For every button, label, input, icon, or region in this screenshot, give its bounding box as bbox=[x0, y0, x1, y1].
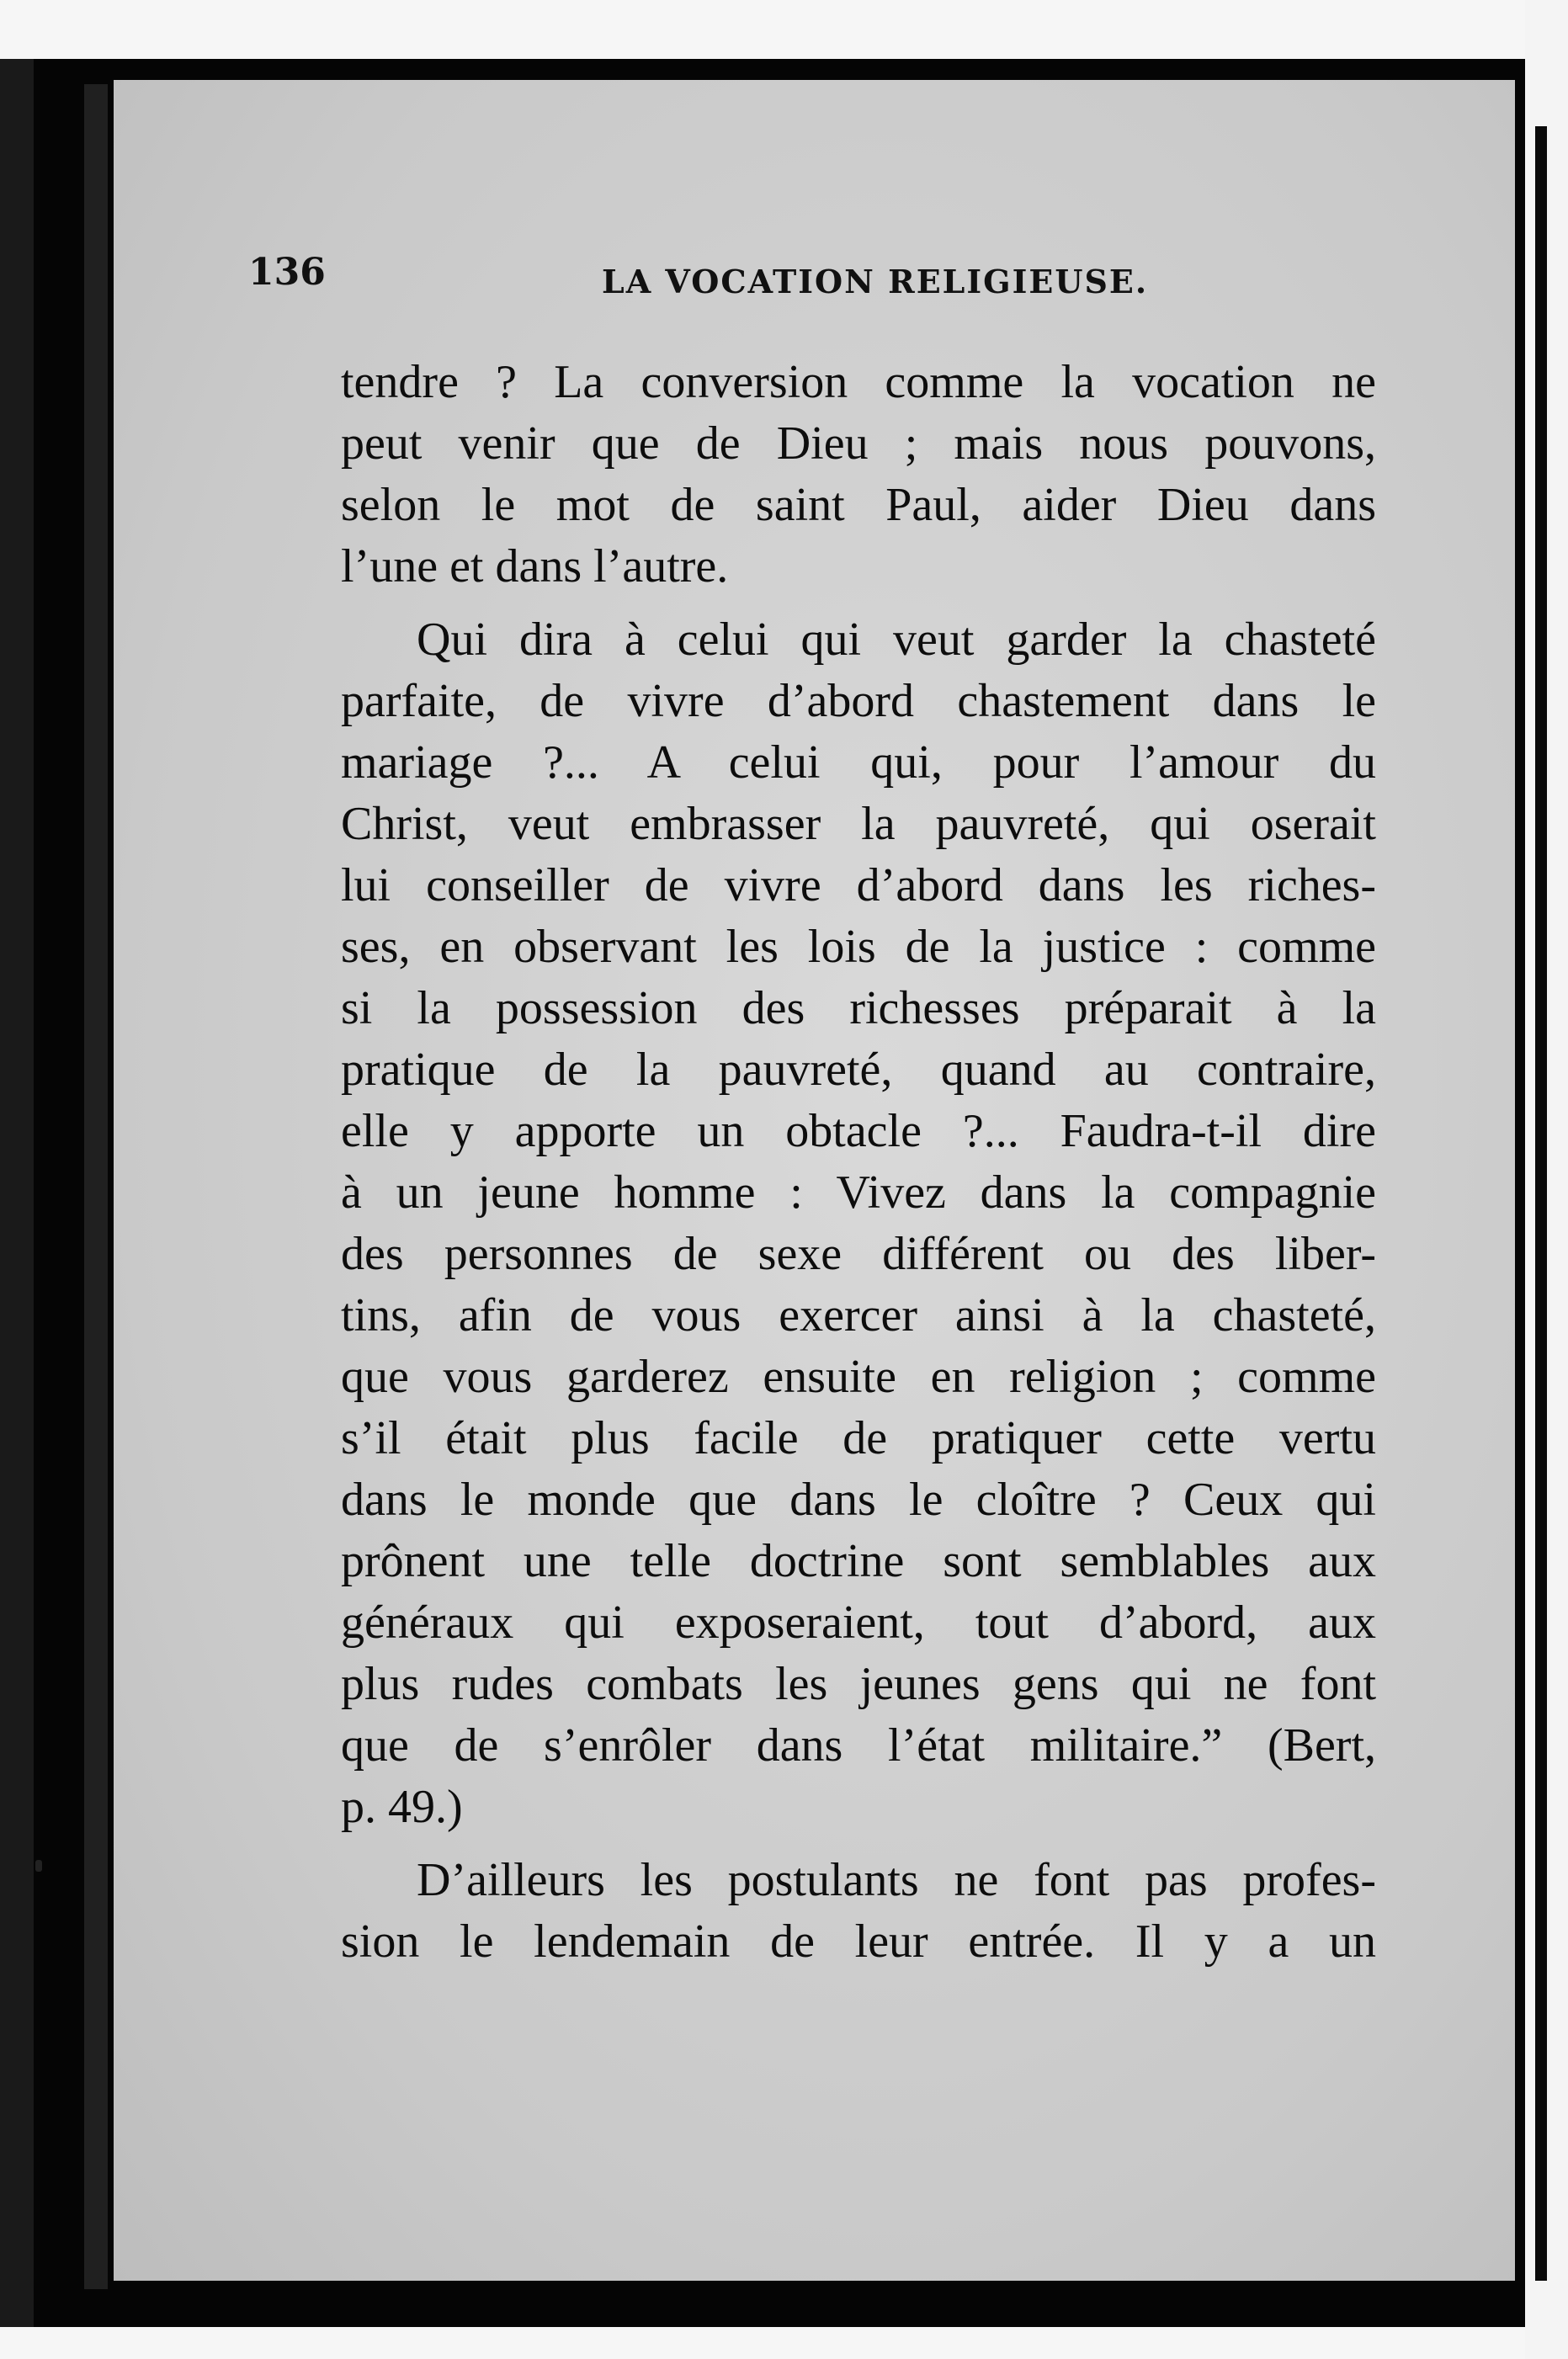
text-line: elle y apporte un obtacle ?... Faudra-t-il dire bbox=[341, 1105, 1376, 1157]
text-line: s’il était plus facile de pratiquer cette vertu bbox=[341, 1412, 1376, 1464]
scan-bottom-margin bbox=[0, 2327, 1568, 2359]
text-line: l’une et dans l’autre. bbox=[341, 540, 729, 592]
text-line: que de s’enrôler dans l’état militaire.” (Bert, bbox=[341, 1719, 1376, 1772]
text-line: D’ailleurs les postulants ne font pas profes- bbox=[417, 1854, 1376, 1906]
paragraph-gap bbox=[341, 1838, 1376, 1850]
page-number: 136 bbox=[248, 251, 326, 294]
text-line: peut venir que de Dieu ; mais nous pouvons, bbox=[341, 417, 1376, 470]
text-line: pratique de la pauvreté, quand au contraire, bbox=[341, 1044, 1376, 1096]
text-line: Christ, veut embrasser la pauvreté, qui oserait bbox=[341, 798, 1376, 850]
text-line: lui conseiller de vivre d’abord dans les riches- bbox=[341, 859, 1376, 911]
text-line: tins, afin de vous exercer ainsi à la chasteté, bbox=[341, 1289, 1376, 1342]
text-line: Qui dira à celui qui veut garder la chasteté bbox=[417, 614, 1376, 666]
text-line: p. 49.) bbox=[341, 1781, 463, 1833]
text-line: sion le lendemain de leur entrée. Il y a un bbox=[341, 1915, 1376, 1968]
book-gutter bbox=[84, 84, 108, 2289]
paragraph bbox=[341, 609, 1376, 1838]
text-line: ses, en observant les lois de la justice : comme bbox=[341, 921, 1376, 973]
text-line: selon le mot de saint Paul, aider Dieu dans bbox=[341, 479, 1376, 531]
text-line: prônent une telle doctrine sont semblables aux bbox=[341, 1535, 1376, 1587]
scan-speck bbox=[35, 1860, 42, 1872]
text-line: des personnes de sexe différent ou des liber- bbox=[341, 1228, 1376, 1280]
running-head bbox=[248, 251, 1174, 318]
paragraph-gap bbox=[341, 598, 1376, 609]
text-line: généraux qui exposeraient, tout d’abord, aux bbox=[341, 1597, 1376, 1649]
scan-top-margin bbox=[0, 0, 1568, 59]
text-line: tendre ? La conversion comme la vocation ne bbox=[341, 356, 1376, 408]
paragraph bbox=[341, 352, 1376, 598]
text-line: mariage ?... A celui qui, pour l’amour du bbox=[341, 736, 1376, 789]
book-edge-left bbox=[0, 59, 34, 2327]
running-title: LA VOCATION RELIGIEUSE. bbox=[602, 263, 1149, 300]
paragraph bbox=[341, 1850, 1376, 1973]
text-line: à un jeune homme : Vivez dans la compagnie bbox=[341, 1166, 1376, 1219]
text-line: parfaite, de vivre d’abord chastement dans le bbox=[341, 675, 1376, 727]
text-line: plus rudes combats les jeunes gens qui ne font bbox=[341, 1658, 1376, 1710]
text-line: dans le monde que dans le cloître ? Ceux qui bbox=[341, 1474, 1376, 1526]
book-edge-right bbox=[1535, 126, 1547, 2281]
body-text bbox=[341, 352, 1376, 2035]
text-line: si la possession des richesses préparait à la bbox=[341, 982, 1376, 1034]
text-line: que vous garderez ensuite en religion ; comme bbox=[341, 1351, 1376, 1403]
